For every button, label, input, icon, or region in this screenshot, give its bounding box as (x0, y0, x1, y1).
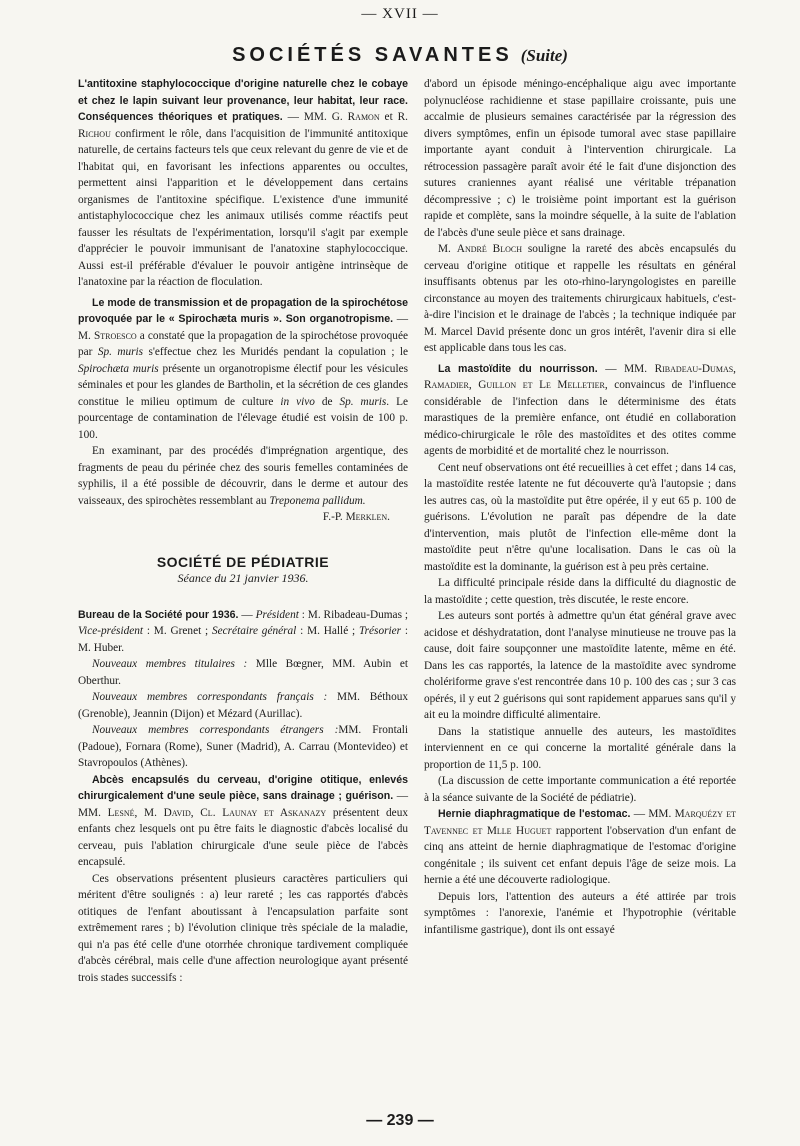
italic-run: Nouveaux membres correspondants français : (92, 691, 328, 703)
author-name: Lesné, M. David, Cl. Launay et Askanazy (107, 806, 327, 819)
text-run: MM. Frontali (Padoue), Fornara (Rome), Suner (Madrid), A. Carrau (Montevideo) et Stavropoulos (Athènes). (78, 724, 408, 769)
article-staph-antitoxin (78, 76, 408, 291)
article-heading: L'antitoxine staphylococcique d'origine naturelle chez le cobaye et chez le lapin suivant leur provenance, leur habitat, leur race. Conséquences théoriques et pratiques. (78, 78, 408, 123)
text-run: — M. (78, 313, 408, 342)
left-column (78, 76, 408, 986)
author-name: Ribadeau-Dumas, Ramadier, Guillon et Le Melletier (424, 362, 737, 391)
members-francais (78, 689, 408, 722)
author-name: Stroesco (93, 329, 137, 342)
article-bloch (424, 241, 736, 357)
page-title-text: SOCIÉTÉS SAVANTES (232, 44, 513, 66)
italic-run: Président (255, 608, 299, 621)
text-run: . Le pourcentage de contamination de l'élevage étudié est voisin de 100 p. 100. (78, 395, 408, 441)
text-run: : M. Grenet ; (143, 625, 212, 637)
italic-run: Treponema pallidum. (269, 494, 366, 507)
article-heading: Le mode de transmission et de propagation de la spirochétose provoquée par le « Spirochæta muris ». Son organotropisme. (78, 296, 408, 325)
italic-run: Sp. muris (97, 346, 144, 358)
author-name: G. Ramon (331, 111, 380, 123)
author-name: André Bloch (456, 243, 522, 255)
signature: F.-P. Merklen. (322, 511, 390, 523)
article-heading: La mastoïdite du nourrisson. (438, 362, 598, 375)
article-body: confirment le rôle, dans l'acquisition de l'immunité antitoxique naturelle, de certains facteurs tels que ceux relevant du genre de vie et de l'habitat qui, en favorisant les infections apparentes ou occultes, permettent ainsi l'apparition et le développement dans certains organismes de l'antitoxine spécifique. L'existence d'une immunité antistaphylococcique chez les animaux utilisés comme réactifs peut fausser les résultats de l'expérimentation, lorsqu'il s'agit par exemple d'apprécier le pouvoir immunisant de l'anatoxine staphylococcique. Aussi est-il préférable d'évaluer le pouvoir antigène intrinsèque de l'anatoxine par la réaction de floculation. (78, 127, 408, 288)
text-run: — MM. (78, 790, 409, 819)
section-date: Séance du 21 janvier 1936. (177, 571, 309, 585)
article-heading: Bureau de la Société pour 1936. (78, 608, 239, 621)
text-run: En examinant, par des procédés d'imprégnation argentique, des fragments de peau du périnée chez des souris femelles contaminées de syphilis, il a été possible de découvrir, dans le derme et autour des vaisseaux, des spirochètes ressemblant au (78, 445, 408, 507)
article-mastoiditis (424, 361, 736, 460)
article-heading: Abcès encapsulés du cerveau, d'origine otitique, enlevés chirurgicalement d'une seule pièce, sans drainage ; guérison. (78, 773, 408, 802)
text-run: — (238, 608, 256, 621)
text-run: M. (438, 243, 457, 255)
italic-run: Nouveaux membres correspondants étrangers : (92, 724, 339, 736)
text-run: a constaté que la propagation de la spirochétose provoquée par (78, 329, 408, 358)
text-run: présente un organotropisme électif pour les vésicules séminales et pour les glandes de Bartholin, et la sécrétion de ces glandes constitue le milieu optimum de culture (78, 362, 408, 408)
text-run: MM. Béthoux (Grenoble), Jeannin (Dijon) et Mézard (Aurillac). (78, 691, 409, 720)
text-run: s'effectue chez les Muridés pendant la copulation ; le (143, 346, 409, 358)
text-run: et (379, 111, 398, 123)
article-body: rapportent l'observation d'un enfant de cinq ans atteint de hernie diaphragmatique de l'estomac d'origine congénitale ; ils suivent cet enfant depuis l'âge de seize mois. La hernie a été une découverte radiologique. (424, 824, 736, 886)
members-titulaires (78, 656, 408, 689)
article-body: souligne la rareté des abcès encapsulés du cerveau d'origine otitique et rappelle les résultats en général insuffisants obtenus par les oto-rhino-laryngologistes en pareille circonstance au moyen des traitements chirurgicaux habituels, c'est-à-dire l'incision et le drainage de l'abcès ; la technique indiquée par M. Marcel David présente donc un gros intérêt, l'avenir dira si elle est applicable dans tous les cas. (424, 243, 736, 354)
members-etrangers (78, 722, 408, 772)
bureau-paragraph (78, 607, 408, 657)
text-run: — MM. (630, 808, 675, 820)
article-paragraph (78, 443, 408, 509)
section-title: SOCIÉTÉ DE PÉDIATRIE (156, 553, 330, 570)
article-paragraph: La difficulté principale réside dans la difficulté du diagnostic de la mastoïdite ; cette question, très discutée, le reste encore. (424, 577, 736, 606)
text-run: — MM. (282, 111, 332, 123)
author-name: Marquézy et Tavennec et Mlle Huguet (424, 808, 736, 837)
article-paragraph: d'abord un épisode méningo-encéphalique aigu avec importante polynucléose rachidienne et stase papillaire croissante, puis une accalmie de plusieurs semaines caractérisée par la régression des divers symptômes, enfin un épisode tumoral avec stase papillaire importante ayant conduit à l'intervention chirurgicale. La rétrocession passagère paraît avoir été le fait d'une disjonction des sutures craniennes ayant réalisé une véritable trépanation décompressive ; c) le troisième point important est la guérison rapide et complète, sans la moindre séquelle, à la suite de l'ablation de l'abcès d'une seule pièce et sans drainage. (424, 78, 736, 239)
page-number-roman: — XVII — (361, 6, 439, 22)
article-paragraph: Dans la statistique annuelle des auteurs, les mastoïdites interviennent en ce qui concerne la mortalité générale dans la proportion de 11,5 p. 100. (424, 725, 736, 771)
text-run: : M. Huber. (78, 625, 408, 654)
italic-run: Sp. muris (339, 395, 387, 408)
article-paragraph: Cent neuf observations ont été recueillies à cet effet ; dans 14 cas, la mastoïdite restée latente ne fut découverte qu'à l'autopsie ; dans les autres cas, où la mastoïdite put être opérée, il y eut 65 p. 100 de guérisons. L'évolution ne paraît pas dépendre de la date d'intervention, mais plutôt de l'infection elle-même dont la mastoïdite peut n'être qu'une localisation. Dans le cas où la mastoïdite est la dominante, la guérison est à peu près certaine. (424, 461, 736, 573)
article-spirochetosis (78, 295, 408, 444)
right-column (424, 76, 736, 938)
article-heading: Hernie diaphragmatique de l'estomac. (438, 808, 631, 820)
text-run: de (314, 395, 340, 408)
page-title-suite: (Suite) (520, 46, 568, 65)
author-name: R. Richou (78, 111, 408, 140)
article-body: présentent deux enfants chez lesquels ont pu être faits le diagnostic d'abcès localisé du cerveau, puis l'ablation chirurgicale d'une seule pièce de l'abcès encapsulé. (78, 806, 408, 868)
article-paragraph: Depuis lors, l'attention des auteurs a été attirée par trois symptômes : l'anorexie, l'anémie et l'hypotrophie (véritable infantilisme gastrique), dont ils ont essayé (424, 890, 736, 936)
text-run: Mlle Bœgner, MM. Aubin et Oberthur. (78, 658, 409, 687)
italic-run: Spirochæta muris (78, 362, 159, 375)
text-run: : M. Ribadeau-Dumas ; (298, 608, 408, 621)
article-paragraph: (La discussion de cette importante communication a été reportée à la séance suivante de la Société de pédiatrie). (424, 775, 736, 804)
article-hernia (424, 806, 736, 889)
italic-run: Nouveaux membres titulaires : (92, 658, 248, 670)
italic-run: Secrétaire général (211, 625, 297, 637)
text-run: — MM. (597, 362, 655, 375)
article-body: , convaincus de l'influence considérable de l'infection dans le déterminisme des états marastiques de la première enfance, ont étudié en collaboration médico-chirurgicale le rôle des mastoïdites et des otites comme agents de morbidité et de mortalité chez le nourrisson. (424, 379, 737, 457)
page-number: — 239 — (366, 1112, 434, 1129)
article-brain-abscess (78, 772, 408, 871)
article-paragraph: Les auteurs sont portés à admettre qu'un état général grave avec acidose et déshydratation, dont l'analyse minutieuse ne trouve pas la cause, doit faire soupçonner une mastoïdite latente, même en été. Dans les cas rapportés, la latence de la mastoïdite avec syndrome cholériforme grave s'est rencontrée dans 10 p. 100 des cas ; sur 3 cas opérés, il y eut 2 guérisons qui sont rapidement apparues sans qu'il y ait eu la moindre difficulté alimentaire. (424, 610, 736, 721)
page-title (0, 44, 800, 67)
italic-run: Vice-président (78, 625, 144, 637)
italic-run: in vivo (280, 395, 315, 408)
text-run: : M. Hallé ; (296, 625, 359, 637)
italic-run: Trésorier (358, 625, 402, 637)
article-paragraph: Ces observations présentent plusieurs caractères particuliers qui méritent d'être soulignés : a) leur rareté ; les cas rapportés d'abcès otitiques de l'enfant aboutissant à l'encapsulation parfaite sont extrêmement rares ; b) l'évolution clinique très spéciale de la maladie, qui n'a pas été celle d'une otorrhée chronique tardivement compliquée d'abcès cérébral, mais celle d'une affection neurologique ayant présenté trois stades successifs : (78, 872, 408, 984)
